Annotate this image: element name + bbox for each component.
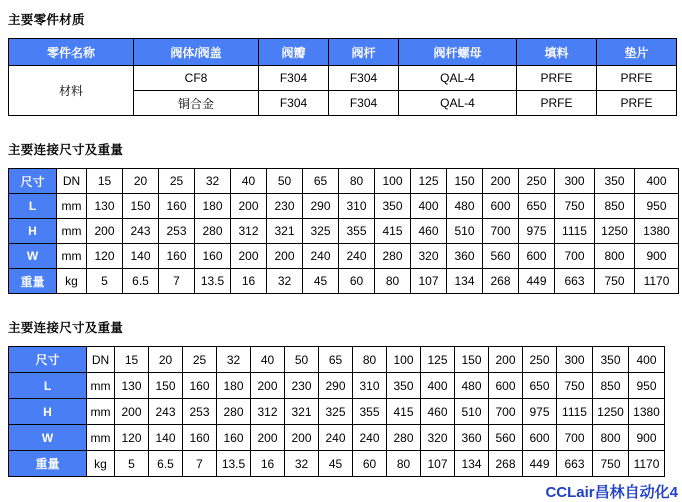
section-spacer [6, 116, 676, 138]
dn-value-cell: 15 [115, 347, 149, 373]
row-label-cell: H [9, 219, 57, 244]
row-unit-cell: mm [57, 194, 87, 219]
table-cell: 32 [267, 269, 303, 294]
dn-label-cell: DN [87, 347, 115, 373]
table-cell: 1170 [635, 269, 679, 294]
table-cell: 6.5 [123, 269, 159, 294]
dn-value-cell: 25 [183, 347, 217, 373]
table-cell: 230 [285, 373, 319, 399]
row-label-cell: H [9, 399, 87, 425]
table-cell: 480 [455, 373, 489, 399]
row-label-cell: W [9, 244, 57, 269]
dn-value-cell: 250 [519, 169, 555, 194]
table-row [9, 373, 665, 399]
table-cell: 7 [159, 269, 195, 294]
row-unit-cell: mm [87, 399, 115, 425]
table-cell: 750 [557, 373, 593, 399]
dn-value-cell: 200 [489, 347, 523, 373]
table-cell: 160 [159, 244, 195, 269]
table-cell: 45 [303, 269, 339, 294]
table-cell: 600 [483, 194, 519, 219]
dn-value-cell: 20 [149, 347, 183, 373]
table-cell: 600 [489, 373, 523, 399]
table-row [9, 219, 679, 244]
row-label-cell: W [9, 425, 87, 451]
table-cell: 321 [267, 219, 303, 244]
table-cell: 415 [387, 399, 421, 425]
dn-value-cell: 350 [595, 169, 635, 194]
dn-value-cell: 125 [411, 169, 447, 194]
table-cell: 700 [489, 399, 523, 425]
dn-value-cell: 400 [629, 347, 665, 373]
table-cell: 700 [555, 244, 595, 269]
table-cell: 280 [375, 244, 411, 269]
dn-value-cell: 20 [123, 169, 159, 194]
table-row [9, 451, 665, 477]
table-cell: 13.5 [217, 451, 251, 477]
dimensions-table-1 [8, 168, 679, 294]
dn-value-cell: 250 [523, 347, 557, 373]
section-spacer [6, 294, 676, 316]
table-cell: 360 [447, 244, 483, 269]
materials-section-title: 主要零件材质 [8, 13, 85, 27]
table-cell: 160 [183, 425, 217, 451]
table-cell: 60 [339, 269, 375, 294]
table-cell: 7 [183, 451, 217, 477]
table-cell: 120 [87, 244, 123, 269]
table-cell: 975 [523, 399, 557, 425]
dn-value-cell: 100 [387, 347, 421, 373]
dn-value-cell: 150 [447, 169, 483, 194]
table-row [9, 399, 665, 425]
table-cell: 449 [519, 269, 555, 294]
row-unit-cell: kg [57, 269, 87, 294]
materials-header-cell: 阀体/阀盖 [134, 39, 259, 66]
table-cell: 325 [319, 399, 353, 425]
table-cell: 243 [123, 219, 159, 244]
table-cell: 107 [421, 451, 455, 477]
dimensions-section-title-2: 主要连接尺寸及重量 [8, 321, 124, 335]
row-label-cell: 重量 [9, 451, 87, 477]
table-cell: F304 [259, 91, 329, 116]
table-cell: 650 [523, 373, 557, 399]
table-cell: 320 [421, 425, 455, 451]
dn-label-cell: DN [57, 169, 87, 194]
dn-value-cell: 400 [635, 169, 679, 194]
table-cell: 45 [319, 451, 353, 477]
dn-value-cell: 300 [555, 169, 595, 194]
table-cell: 134 [455, 451, 489, 477]
table-cell: 160 [159, 194, 195, 219]
row-unit-cell: kg [87, 451, 115, 477]
table-cell: 415 [375, 219, 411, 244]
dn-value-cell: 32 [217, 347, 251, 373]
table-cell: 200 [267, 244, 303, 269]
table-cell: 950 [629, 373, 665, 399]
row-unit-cell: mm [57, 244, 87, 269]
table-cell: 800 [595, 244, 635, 269]
table-cell: 130 [87, 194, 123, 219]
table-cell: 1115 [555, 219, 595, 244]
table-cell: 280 [195, 219, 231, 244]
materials-header-cell: 阀杆 [329, 39, 399, 66]
table-cell: 460 [421, 399, 455, 425]
size-label-cell: 尺寸 [9, 347, 87, 373]
table-cell: 150 [149, 373, 183, 399]
table-cell: 480 [447, 194, 483, 219]
table-cell: 140 [123, 244, 159, 269]
table-cell: 80 [375, 269, 411, 294]
dn-value-cell: 125 [421, 347, 455, 373]
table-cell: 290 [303, 194, 339, 219]
dn-value-cell: 32 [195, 169, 231, 194]
table-cell: 1380 [629, 399, 665, 425]
table-cell: 850 [593, 373, 629, 399]
table-cell: 200 [115, 399, 149, 425]
table-cell: 16 [251, 451, 285, 477]
table-cell: 900 [629, 425, 665, 451]
dn-value-cell: 40 [251, 347, 285, 373]
table-cell: F304 [329, 91, 399, 116]
table-row [9, 425, 665, 451]
table-cell: 355 [353, 399, 387, 425]
table-cell: 180 [195, 194, 231, 219]
dimensions-table-2 [8, 346, 665, 477]
table-cell: 900 [635, 244, 679, 269]
table-cell: 200 [231, 244, 267, 269]
table-cell: 510 [447, 219, 483, 244]
table-cell: 268 [483, 269, 519, 294]
table-cell: 850 [595, 194, 635, 219]
table-cell: 320 [411, 244, 447, 269]
materials-header-cell: 填料 [517, 39, 597, 66]
dn-value-cell: 65 [303, 169, 339, 194]
table-cell: 750 [595, 269, 635, 294]
table-cell: 16 [231, 269, 267, 294]
row-unit-cell: mm [87, 373, 115, 399]
table-cell: 360 [455, 425, 489, 451]
table-cell: 5 [87, 269, 123, 294]
table-cell: 180 [217, 373, 251, 399]
table-cell: CF8 [134, 66, 259, 91]
table-cell: 460 [411, 219, 447, 244]
table-cell: 355 [339, 219, 375, 244]
table-cell: 1250 [595, 219, 635, 244]
table-cell: 230 [267, 194, 303, 219]
size-label-cell: 尺寸 [9, 169, 57, 194]
table-cell: 6.5 [149, 451, 183, 477]
dn-value-cell: 65 [319, 347, 353, 373]
table-cell: 240 [303, 244, 339, 269]
table-header-row [9, 347, 665, 373]
table-cell: 200 [251, 425, 285, 451]
table-cell: 750 [555, 194, 595, 219]
table-cell: 134 [447, 269, 483, 294]
table-cell: 150 [123, 194, 159, 219]
table-cell: 32 [285, 451, 319, 477]
dn-value-cell: 50 [267, 169, 303, 194]
dn-value-cell: 300 [557, 347, 593, 373]
table-cell: 1380 [635, 219, 679, 244]
watermark-text: CCLair昌林自动化4 [545, 484, 678, 501]
table-cell: 510 [455, 399, 489, 425]
table-cell: QAL-4 [399, 91, 517, 116]
table-cell: PRFE [517, 66, 597, 91]
table-cell: 650 [519, 194, 555, 219]
table-cell: 600 [523, 425, 557, 451]
materials-table [8, 38, 677, 116]
row-label-cell: 重量 [9, 269, 57, 294]
materials-row-label: 材料 [9, 66, 134, 116]
dimensions-section-title-1: 主要连接尺寸及重量 [8, 143, 124, 157]
dn-value-cell: 40 [231, 169, 267, 194]
table-header-row [9, 39, 677, 66]
table-cell: 160 [183, 373, 217, 399]
materials-header-cell: 垫片 [597, 39, 677, 66]
table-cell: 253 [159, 219, 195, 244]
table-cell: 268 [489, 451, 523, 477]
table-cell: 950 [635, 194, 679, 219]
table-row [9, 269, 679, 294]
table-cell: 120 [115, 425, 149, 451]
table-cell: 700 [483, 219, 519, 244]
table-cell: 750 [593, 451, 629, 477]
table-row [9, 244, 679, 269]
table-cell: 240 [353, 425, 387, 451]
row-label-cell: L [9, 194, 57, 219]
table-cell: 350 [375, 194, 411, 219]
table-cell: 280 [387, 425, 421, 451]
dn-value-cell: 350 [593, 347, 629, 373]
materials-header-cell: 阀杆螺母 [399, 39, 517, 66]
table-cell: 290 [319, 373, 353, 399]
table-cell: 800 [593, 425, 629, 451]
table-row [9, 66, 677, 91]
table-cell: PRFE [517, 91, 597, 116]
table-cell: 1170 [629, 451, 665, 477]
table-cell: 560 [489, 425, 523, 451]
table-cell: PRFE [597, 66, 677, 91]
table-cell: 663 [557, 451, 593, 477]
dn-value-cell: 50 [285, 347, 319, 373]
table-cell: 700 [557, 425, 593, 451]
dn-value-cell: 80 [339, 169, 375, 194]
table-cell: 663 [555, 269, 595, 294]
materials-header-cell: 阀瓣 [259, 39, 329, 66]
table-cell: 80 [387, 451, 421, 477]
table-cell: PRFE [597, 91, 677, 116]
dn-value-cell: 80 [353, 347, 387, 373]
table-cell: 312 [251, 399, 285, 425]
row-label-cell: L [9, 373, 87, 399]
table-cell: 310 [339, 194, 375, 219]
table-cell: 350 [387, 373, 421, 399]
table-cell: 1115 [557, 399, 593, 425]
table-cell: F304 [259, 66, 329, 91]
table-cell: 200 [251, 373, 285, 399]
table-cell: 280 [217, 399, 251, 425]
table-cell: 240 [319, 425, 353, 451]
table-cell: 400 [421, 373, 455, 399]
table-cell: 130 [115, 373, 149, 399]
table-cell: 5 [115, 451, 149, 477]
table-cell: 160 [217, 425, 251, 451]
table-cell: 107 [411, 269, 447, 294]
table-cell: 200 [285, 425, 319, 451]
dn-value-cell: 100 [375, 169, 411, 194]
table-cell: 60 [353, 451, 387, 477]
table-cell: 1250 [593, 399, 629, 425]
table-cell: 400 [411, 194, 447, 219]
table-cell: 975 [519, 219, 555, 244]
dn-value-cell: 25 [159, 169, 195, 194]
table-cell: 253 [183, 399, 217, 425]
dn-value-cell: 150 [455, 347, 489, 373]
table-cell: 600 [519, 244, 555, 269]
table-row [9, 194, 679, 219]
table-cell: 13.5 [195, 269, 231, 294]
table-cell: 铜合金 [134, 91, 259, 116]
row-unit-cell: mm [57, 219, 87, 244]
table-cell: QAL-4 [399, 66, 517, 91]
materials-header-cell: 零件名称 [9, 39, 134, 66]
table-cell: 140 [149, 425, 183, 451]
table-cell: 243 [149, 399, 183, 425]
table-cell: F304 [329, 66, 399, 91]
dn-value-cell: 15 [87, 169, 123, 194]
table-cell: 200 [231, 194, 267, 219]
table-cell: 449 [523, 451, 557, 477]
table-cell: 321 [285, 399, 319, 425]
table-cell: 312 [231, 219, 267, 244]
table-cell: 560 [483, 244, 519, 269]
table-cell: 240 [339, 244, 375, 269]
table-header-row [9, 169, 679, 194]
dn-value-cell: 200 [483, 169, 519, 194]
table-cell: 200 [87, 219, 123, 244]
table-cell: 160 [195, 244, 231, 269]
table-cell: 325 [303, 219, 339, 244]
table-cell: 310 [353, 373, 387, 399]
row-unit-cell: mm [87, 425, 115, 451]
